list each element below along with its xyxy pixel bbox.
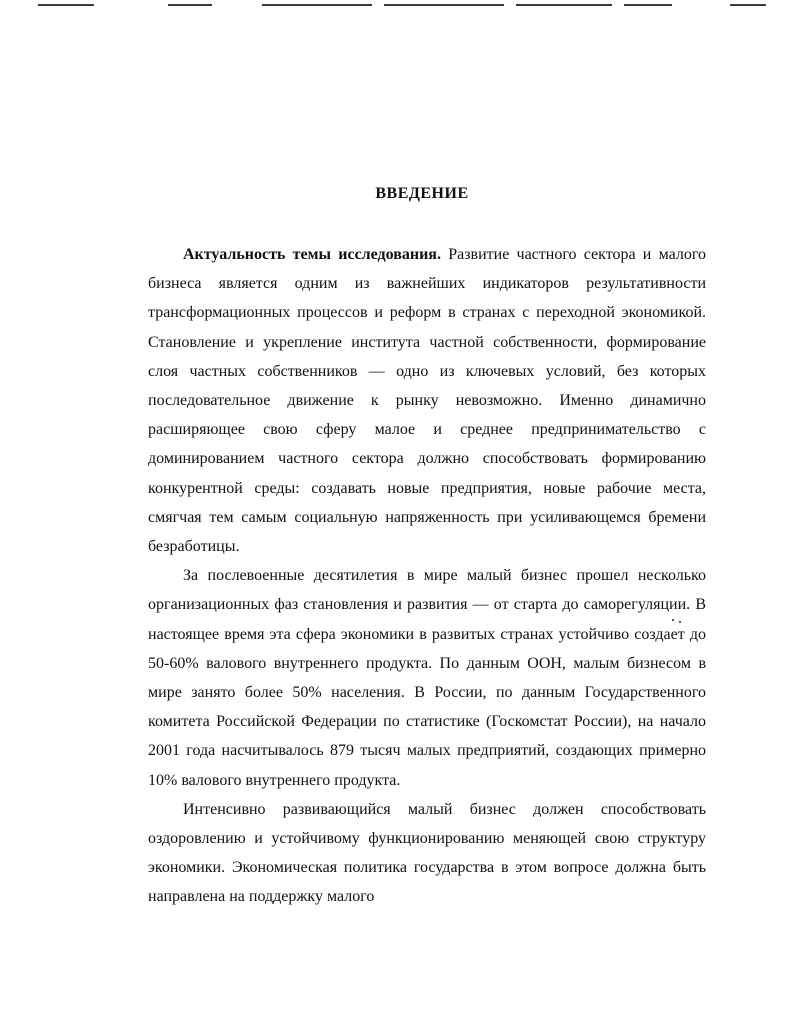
paragraph-lead: Актуальность темы исследования. — [183, 246, 441, 263]
scan-speck — [679, 621, 681, 623]
paragraph-small-business-world — [148, 561, 706, 795]
section-heading: ВВЕДЕНИЕ — [375, 185, 469, 202]
scan-edge-artifact — [0, 0, 796, 14]
paragraph-economic-policy — [148, 795, 706, 912]
document-body — [148, 240, 706, 912]
scan-speck — [672, 619, 674, 621]
paragraph-text: За послевоенные десятилетия в мире малый бизнес прошел несколько организационных фаз становления и развития — от старта до саморегуляции. В настоящее время эта сфера экономики в развитых странах устойчиво создает до 50-60% валового внутреннего продукта. По данным ООН, малым бизнесом в мире занято более 50% населения. В России, по данным Государственного комитета Российской Федерации по статистике (Госкомстат России), на начало 2001 года насчитывалось 879 тысяч малых предприятий, создающих примерно 10% валового внутреннего продукта. — [148, 567, 706, 789]
paragraph-text: Развитие частного сектора и малого бизнеса является одним из важнейших индикаторов результативности трансформационных процессов и реформ в странах с переходной экономикой. Становление и укрепление института частной собственности, формирование слоя частных собственников — одно из ключевых условий, без которых последовательное движение к рынку невозможно. Именно динамично расширяющее свою сферу малое и среднее предпринимательство с доминированием частного сектора должно способствовать формированию конкурентной среды: создавать новые предприятия, новые рабочие места, смягчая тем самым социальную напряженность при усиливающемся бремени безработицы. — [148, 246, 707, 556]
paragraph-text: Интенсивно развивающийся малый бизнес должен способствовать оздоровлению и устойчивому функционированию меняющей свою структуру экономики. Экономическая политика государства в этом вопросе должна быть направлена на поддержку малого — [148, 800, 706, 906]
paragraph-relevance — [148, 240, 706, 561]
